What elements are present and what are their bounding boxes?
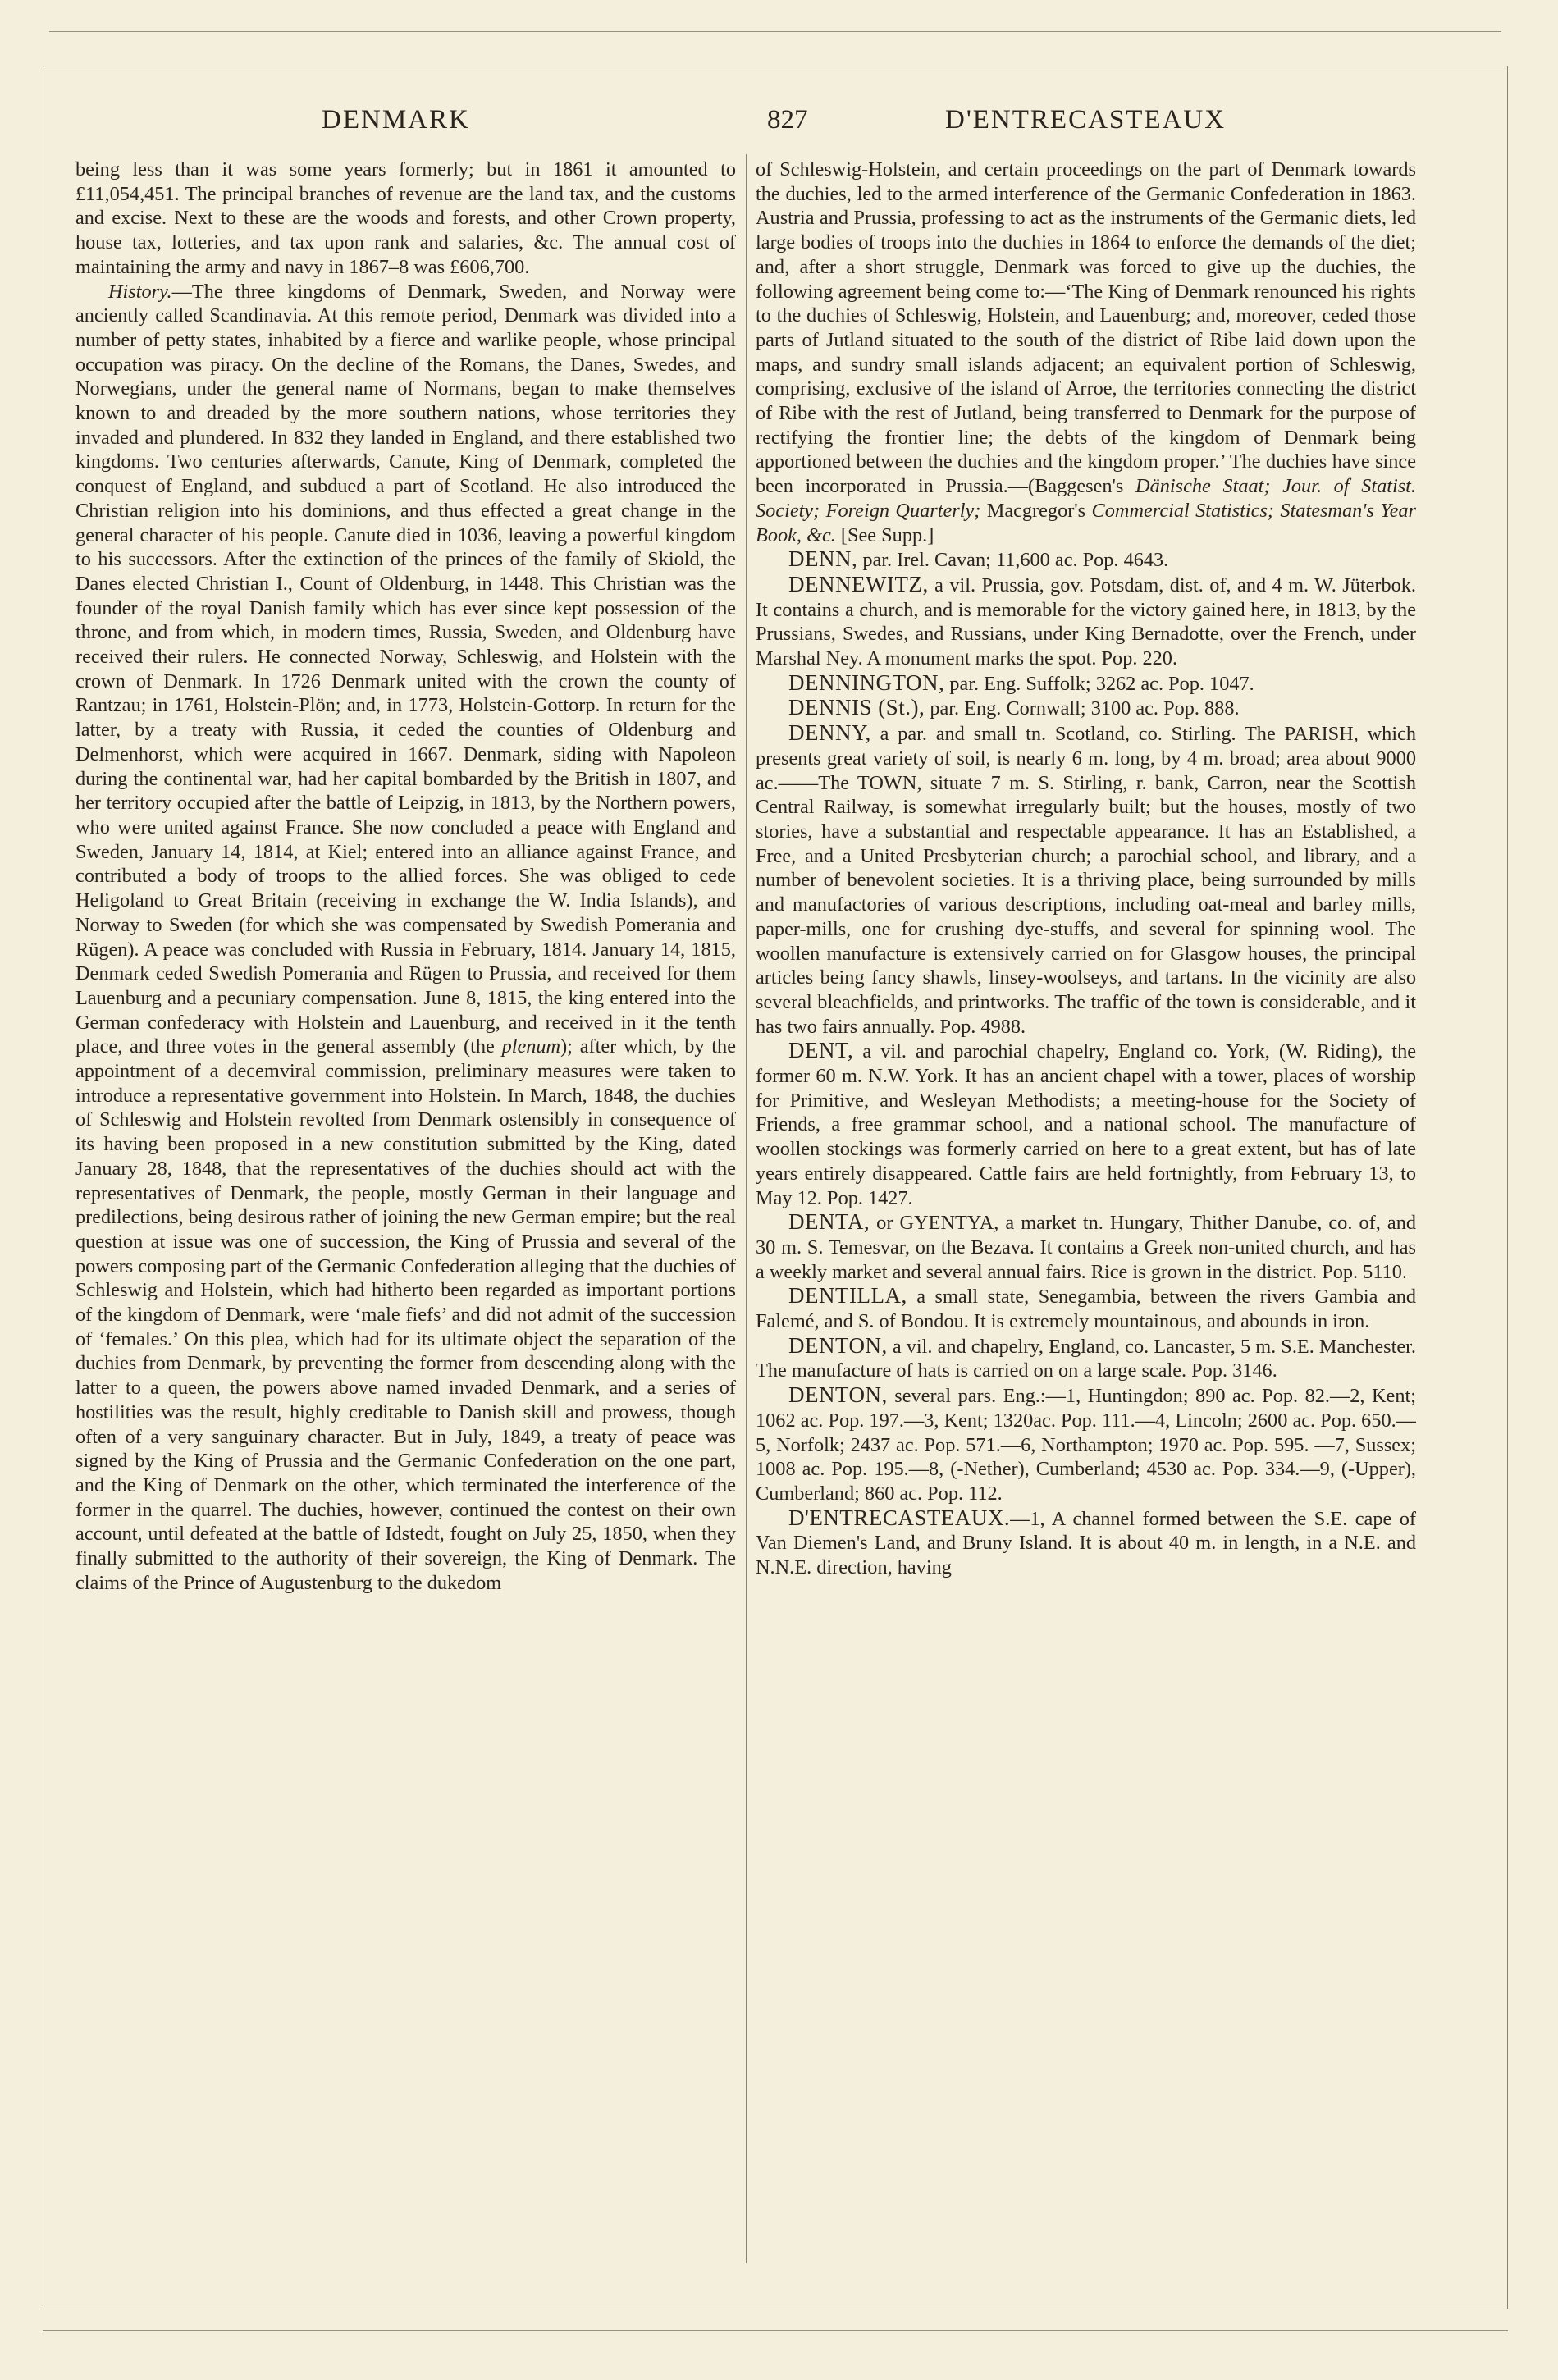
entry-text: or GYENTYA, a market tn. Hungary, Thither Danube, co. of, and 30 m. S. Temesvar, on the Bezava. It contains a Greek non-united church, and has a weekly market and several annual fairs. Rice is grown in the district. Pop. 5110. [756,1212,1416,1283]
entry-text: par. Irel. Cavan; 11,600 ac. Pop. 4643. [857,549,1169,572]
entry-headword: DENNEWITZ, [788,571,929,596]
gazetteer-entry [756,1334,1416,1383]
entry-text: a par. and small tn. Scotland, co. Stirling. The PARISH, which presents great variety of soil, is nearly 6 m. long, by 4 m. broad; area about 9000 ac.——The TOWN, situate 7 m. S. Stirling, r. bank, Carron, near the Scottish Central Railway, is somewhat irregularly built; but the houses, mostly of two stories, have a substantial and respectable appearance. It has an Established, a Free, and a United Presbyterian church; a parochial school, and library, and a number of benevolent societies. It is a thriving place, being surrounded by mills and manufactories of various descriptions, including oat-meal and barley mills, paper-mills, one for crushing dye-stuffs, and several for spinning wool. The woollen manufacture is extensively carried on for Glasgow houses, the principal articles being fancy shawls, linsey-woolseys, and tartans. In the vicinity are also several bleachfields, and printworks. The traffic of the town is considerable, and it has two fairs annually. Pop. 4988. [756,723,1416,1038]
gazetteer-entry [756,1506,1416,1580]
bottom-rule [43,2330,1508,2331]
entry-headword: DENTA, [788,1209,870,1235]
entry-headword: D'ENTRECASTEAUX. [788,1505,1011,1530]
history-paragraph [75,280,736,1596]
gazetteer-entry [756,671,1416,697]
entry-text: several pars. Eng.:—1, Huntingdon; 890 ac. Pop. 82.—2, Kent; 1062 ac. Pop. 197.—3, Kent; 1320ac. Pop. 111.—4, Lincoln; 2600 ac. Pop. 650.—5, Norfolk; 2437 ac. Pop. 571.—6, Northampton; 1970 ac. Pop. 595. —7, Sussex; 1008 ac. Pop. 195.—8, (-Nether), Cumberland; 4530 ac. Pop. 334.—9, (-Upper), Cumberland; 860 ac. Pop. 112. [756,1385,1416,1505]
entry-text: a small state, Senegambia, between the rivers Gambia and Falemé, and S. of Bondou. It is extremely mountainous, and abounds in iron. [756,1286,1416,1333]
gazetteer-entry [756,1284,1416,1333]
gazetteer-entry [756,1383,1416,1506]
top-rule [49,31,1501,32]
entry-headword: DENN, [788,546,858,572]
gazetteer-entry [756,1039,1416,1210]
plenum-term: plenum [501,1035,561,1058]
entry-headword: DENTON, [788,1382,888,1408]
running-header [43,105,1508,148]
gazetteer-entry [756,547,1416,573]
gazetteer-entry [756,696,1416,721]
history-continuation [756,158,1416,547]
source-citation-b: Commercial Statistics; Statesman's Year Book, &c. [756,499,1416,546]
entry-text: par. Eng. Cornwall; 3100 ac. Pop. 888. [925,697,1240,720]
entry-text: par. Eng. Suffolk; 3262 ac. Pop. 1047. [944,672,1254,695]
entry-text: —1, A channel formed between the S.E. cape of Van Diemen's Land, and Bruny Island. It is about 40 m. in length, in a N.E. and N.N.E. direction, having [756,1507,1416,1579]
entry-text: a vil. and parochial chapelry, England co. York, (W. Riding), the former 60 m. N.W. York. It has an ancient chapel with a tower, places of worship for Primitive, and Wesleyan Methodists; a meeting-house for the Society of Friends, a free grammar school, and a national school. The manufacture of woollen stockings was formerly carried on here to a great extent, but has of late years entirely disappeared. Cattle fairs are held fortnightly, from February 13, to May 12. Pop. 1427. [756,1040,1416,1209]
entry-text: a vil. Prussia, gov. Potsdam, dist. of, and 4 m. W. Jüterbok. It contains a church, and is memorable for the victory gained here, in 1813, by the Prussians, Swedes, and Russians, under King Bernadotte, over the French, under Marshal Ney. A monument marks the spot. Pop. 220. [756,573,1416,670]
gazetteer-entry [756,1210,1416,1284]
entry-text: a vil. and chapelry, England, co. Lancaster, 5 m. S.E. Manchester. The manufacture of hats is carried on on a large scale. Pop. 3146. [756,1335,1416,1382]
history-continuation-text: of Schleswig-Holstein, and certain proceedings on the part of Denmark towards the duchies, led to the armed interference of the Germanic Confederation in 1863. Austria and Prussia, professing to act as the instruments of the Germanic diets, led large bodies of troops into the duchies in 1864 to enforce the demands of the diet; and, after a short struggle, Denmark was forced to give up the duchies, the following agreement being come to:—‘The King of Denmark renounced his rights to the duchies of Schleswig, Holstein, and Lauenburg; and, moreover, ceded those parts of Jutland situated to the south of the district of Ribe laid down upon the maps, and sundry small islands adjacent; an equivalent portion of Schleswig, comprising, exclusive of the island of Arroe, the territories connecting the district of Ribe with the rest of Jutland, being transferred to Denmark for the purpose of rectifying the frontier line; the debts of the kingdom of Denmark being apportioned between the duchies and the kingdom proper.’ The duchies have since been incorporated in Prussia.—(Baggesen's [756,158,1416,498]
entry-headword: DENNINGTON, [788,669,945,695]
entry-headword: DENTON, [788,1332,888,1358]
gazetteer-entry [756,721,1416,1039]
column-divider [746,154,747,2263]
history-label: History. [108,280,172,303]
history-text-a: —The three kingdoms of Denmark, Sweden, and Norway were anciently called Scandinavia. At this remote period, Denmark was divided into a number of petty states, inhabited by a fierce and warlike people, whose principal occupation was piracy. On the decline of the Romans, the Danes, Swedes, and Norwegians, under the general name of Normans, began to make themselves known to and dreaded by the more southern nations, whose territories they invaded and plundered. In 832 they landed in England, and there established two kingdoms. Two centuries afterwards, Canute, King of Denmark, completed the conquest of England, and subdued a part of Scotland. He also introduced the Christian religion into his dominions, and thus effected a great change in the general character of his people. Canute died in 1036, leaving a powerful kingdom to his successors. After the extinction of the princes of the family of Skiold, the Danes elected Christian I., Count of Oldenburg, in 1448. This Christian was the founder of the royal Danish family which has ever since kept possession of the throne, and from which, in modern times, Russia, Sweden, and Oldenburg have received their rulers. He connected Norway, Schleswig, and Holstein with the crown of Denmark. In 1726 Denmark united with the crown the county of Rantzau; in 1761, Holstein-Plön; and, in 1773, Holstein-Gottorp. In return for the latter, by a treaty with Russia, it ceded the counties of Oldenburg and Delmenhorst, which were acquired in 1667. Denmark, siding with Napoleon during the continental war, had her capital bombarded by the British in 1807, and her territory occupied after the battle of Leipzig, in 1813, by the Northern powers, who were united against France. She now concluded a peace with England and Sweden, January 14, 1814, at Kiel; entered into an alliance against France, and contributed a body of troops to the allied forces. She was obliged to cede Heligoland to Great Britain (receiving in exchange the W. India Islands), and Norway to Sweden (for which she was compensated by Swedish Pomerania and Rügen). A peace was concluded with Russia in February, 1814. January 14, 1815, Denmark ceded Swedish Pomerania and Rügen to Prussia, and received for them Lauenburg and a pecuniary compensation. June 8, 1815, the king entered into the German confederacy with Holstein and Lauenburg, and received in it the tenth place, and three votes in the general assembly (the [75,280,736,1058]
right-column [756,158,1416,2258]
entry-headword: DENNIS (St.), [788,695,925,720]
entry-headword: DENTILLA, [788,1283,907,1309]
entry-headword: DENNY, [788,720,871,746]
header-left-title: DENMARK [322,105,470,135]
source-citation-end: [See Supp.] [835,523,934,546]
revenue-paragraph: being less than it was some years formerly; but in 1861 it amounted to £11,054,451. The principal branches of revenue are the land tax, and the customs and excise. Next to these are the woods and forests, and other Crown property, house tax, lotteries, and tax upon rank and salaries, &c. The annual cost of maintaining the army and navy in 1867–8 was £606,700. [75,158,736,278]
gazetteer-entry [756,573,1416,671]
entry-headword: DENT, [788,1038,854,1063]
history-text-b: ); after which, by the appointment of a decemviral commission, preliminary measures were taken to introduce a representative government into Holstein. In March, 1848, the duchies of Schleswig and Holstein revolted from Denmark ostensibly in consequence of its having been proposed in a new constitution submitted by the King, dated January 28, 1848, that the representatives of the duchies should act with the representatives of Denmark, the people, mostly German in their language and predilections, being desirous rather of joining the new German empire; but the real question at issue was one of succession, the King of Prussia and several of the powers composing part of the Germanic Confederation alleging that the duchies of Schleswig and Holstein, which had hitherto been regarded as important portions of the kingdom of Denmark, were ‘male fiefs’ and did not admit of the succession of ‘females.’ On this plea, which had for its ultimate object the separation of the duchies from Denmark, by preventing the former from descending along with the latter to a queen, the powers above named invaded Denmark, and a series of hostilities was the result, highly creditable to Danish skill and prowess, though often of a very sanguinary character. But in July, 1849, a treaty of peace was signed by the King of Prussia and the Germanic Confederation on the one part, and the King of Denmark on the other, which terminated the interference of the former in the quarrel. The duchies, however, continued the contest on their own account, until defeated at the battle of Idstedt, fought on July 25, 1850, when they finally submitted to the authority of their sovereign, the King of Denmark. The claims of the Prince of Augustenburg to the dukedom [75,1035,736,1594]
left-column [75,158,736,2258]
page-number: 827 [767,105,808,135]
source-citation-a: Dänische Staat; Jour. of Statist. Society; Foreign Quarterly; [756,475,1416,522]
source-citation-mid: Macgregor's [980,499,1092,522]
header-right-title: D'ENTRECASTEAUX [945,105,1227,135]
